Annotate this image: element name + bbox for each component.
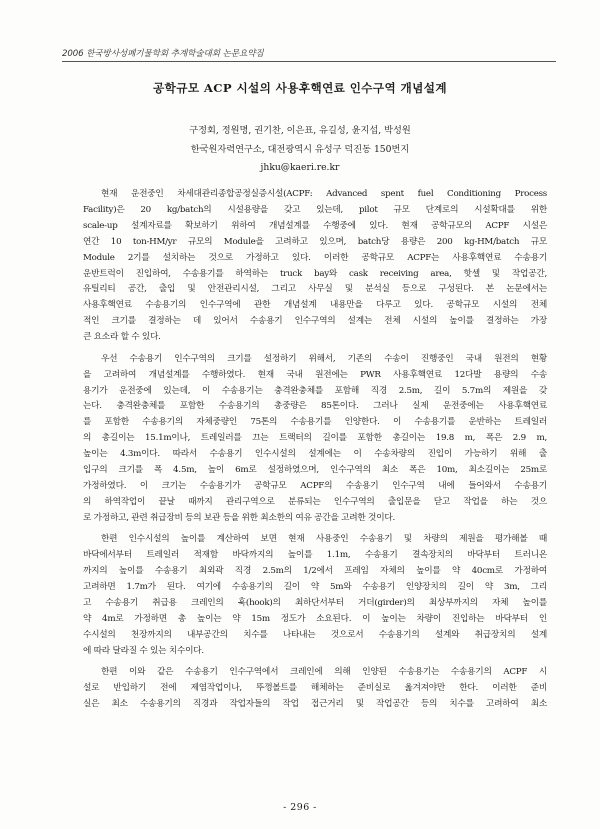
page-number: - 296 - — [283, 802, 317, 813]
text-line: 에 따라 달라질 수 있는 치수이다. — [83, 645, 204, 656]
body-paragraph — [83, 532, 547, 659]
running-header: 2006 한국방사성폐기물학회 추계학술대회 논문요약집 — [62, 49, 264, 59]
body-paragraph — [83, 665, 547, 713]
text-line: 고 수송용기 취급용 크레인의 훅(hook)의 최하단서부터 거더(girder)의 최상부까지의 자체 높이를 — [83, 598, 547, 609]
text-line: 운반트럭이 진입하여, 수송용기를 하역하는 truck bay와 cask receiving area, 핫셀 및 작업공간, — [83, 268, 547, 279]
text-line: scale-up 설계자료를 확보하기 위하여 개념설계를 수행중에 있다. 현재 공학규모의 ACPF 시설은 — [83, 220, 547, 231]
text-line: 용기가 운전중에 있는데, 이 수송용기는 충격완충체를 포함해 직경 2.5m, 길이 5.7m의 제원을 갖 — [83, 385, 547, 396]
text-line: 고려하면 1.7m가 된다. 여기에 수송용기의 길이 약 5m와 수송용기 인양장치의 길이 약 3m, 그리 — [83, 582, 547, 593]
text-line: 한편 인수시설의 높이를 계산하여 보면 현재 사용중인 수송용기 및 차량의 제원을 평가해볼 때 — [101, 534, 547, 545]
text-line: 실은 최소 수송용기의 직경과 작업자들의 작업 접근거리 및 작업공간 등의 치수를 고려하여 최소 — [83, 699, 547, 710]
text-line: 의 하역작업이 끝날 때까지 관리구역으로 분류되는 인수구역의 출입문을 닫고 작업을 하는 것으 — [83, 496, 547, 507]
author-names: 구정회, 정원명, 권기찬, 이은표, 유길성, 윤지섭, 박성원 — [189, 125, 411, 136]
abstract-body — [83, 187, 547, 713]
text-line: 를 포함한 수송용기의 자체중량인 75톤의 수송용기를 인양한다. 이 수송용기를 운반하는 트레일러 — [83, 417, 547, 428]
text-line: 한편 이와 같은 수송용기 인수구역에서 크레인에 의해 인양된 수송용기는 수송용기의 ACPF 시 — [101, 667, 547, 678]
text-line: 의 총길이는 15.1m이나, 트레일러를 끄는 트랙터의 길이를 포함한 총길이는 19.8 m, 폭은 2.9 m, — [83, 433, 547, 444]
body-paragraph — [83, 352, 547, 527]
text-line: 바닥에서부터 트레일러 적재함 바닥까지의 높이를 1.1m, 수송용기 결속장치의 바닥부터 트러니온 — [83, 550, 547, 561]
text-line: 우선 수송용기 인수구역의 크기를 설정하기 위해서, 기존의 수송이 진행중인 국내 원전의 현황 — [101, 353, 547, 364]
text-line: 연간 10 ton-HM/yr 규모의 Module을 고려하고 있으며, batch당 용량은 200 kg-HM/batch 규모 — [83, 236, 547, 247]
text-line: 까지의 높이를 수송용기 최외곽 직경 2.5m의 1/2에서 프레임 자체의 높이를 약 40cm로 가정하여 — [83, 566, 547, 577]
body-paragraph — [83, 187, 547, 346]
text-line: 입구의 크기를 폭 4.5m, 높이 6m로 설정하였으며, 인수구역의 최소 폭은 10m, 최소길이는 25m로 — [83, 465, 547, 476]
text-line: 약 4m로 가정하면 총 높이는 약 15m 정도가 소요된다. 이 높이는 차량이 진입하는 바닥부터 인 — [83, 613, 547, 624]
author-block — [0, 122, 600, 178]
text-line: 적인 크기를 결정하는 데 있어서 수송용기 인수구역의 설계는 전체 시설의 높이를 결정하는 가장 — [83, 316, 547, 327]
text-line: 현재 운전중인 차세대관리종합공정실증시설(ACPF: Advanced spent fuel Conditioning Process — [101, 189, 547, 199]
header-divider — [62, 61, 556, 62]
author-email: jhku@kaeri.re.kr — [260, 162, 340, 173]
text-line: 높이는 4.3m이다. 따라서 수송용기 인수시설의 설계에는 이 수송차량의 진입이 가능하기 위해 출 — [83, 449, 547, 460]
text-line: 수시설의 천장까지의 내부공간의 치수를 나타내는 것으로서 수송용기의 설계와 취급장치의 설계 — [83, 629, 547, 640]
text-line: Module 2기를 설치하는 것으로 가정하고 있다. 이러한 공학규모 ACPF는 사용후핵연료 수송용기 — [83, 252, 547, 263]
paper-title: 공학규모 ACP 시설의 사용후핵연료 인수구역 개념설계 — [153, 81, 447, 95]
text-line: 사용후핵연료 수송용기의 인수구역에 관한 개념설계 내용만을 다루고 있다. 공학규모 시설의 전체 — [83, 300, 547, 311]
text-line: 로 가정하고, 관련 취급장비 등의 보관 등을 위한 최소한의 여유 공간을 고려한 것이다. — [83, 512, 395, 523]
text-line: 큰 요소라 할 수 있다. — [83, 332, 161, 343]
text-line: 가정하였다. 이 크기는 수송용기가 공학규모 ACPF의 수송용기 인수구역 내에 들어와서 수송용기 — [83, 481, 547, 491]
text-line: 을 고려하여 개념설계를 수행하였다. 현재 국내 원전에는 PWR 사용후핵연료 12다발 용량의 수송 — [83, 369, 547, 380]
text-line: 유틸리티 공간, 출입 및 안전관리시설, 그리고 사무실 및 분석실 등으로 구성된다. 본 논문에서는 — [83, 284, 547, 295]
text-line: 는다. 충격완충체를 포함한 수송용기의 총중량은 85톤이다. 그러나 실제 운전중에는 사용후핵연료 — [83, 401, 547, 412]
text-line: Facility)은 20 kg/batch의 시설용량을 갖고 있는데, pilot 규모 단계로의 시설확대를 위한 — [83, 204, 547, 215]
text-line: 설로 반입하기 전에 제염작업이나, 뚜껑볼트를 해체하는 준비실로 옮겨져야만 한다. 이러한 준비 — [83, 683, 547, 694]
author-affiliation: 한국원자력연구소, 대전광역시 유성구 덕진동 150번지 — [190, 143, 410, 155]
